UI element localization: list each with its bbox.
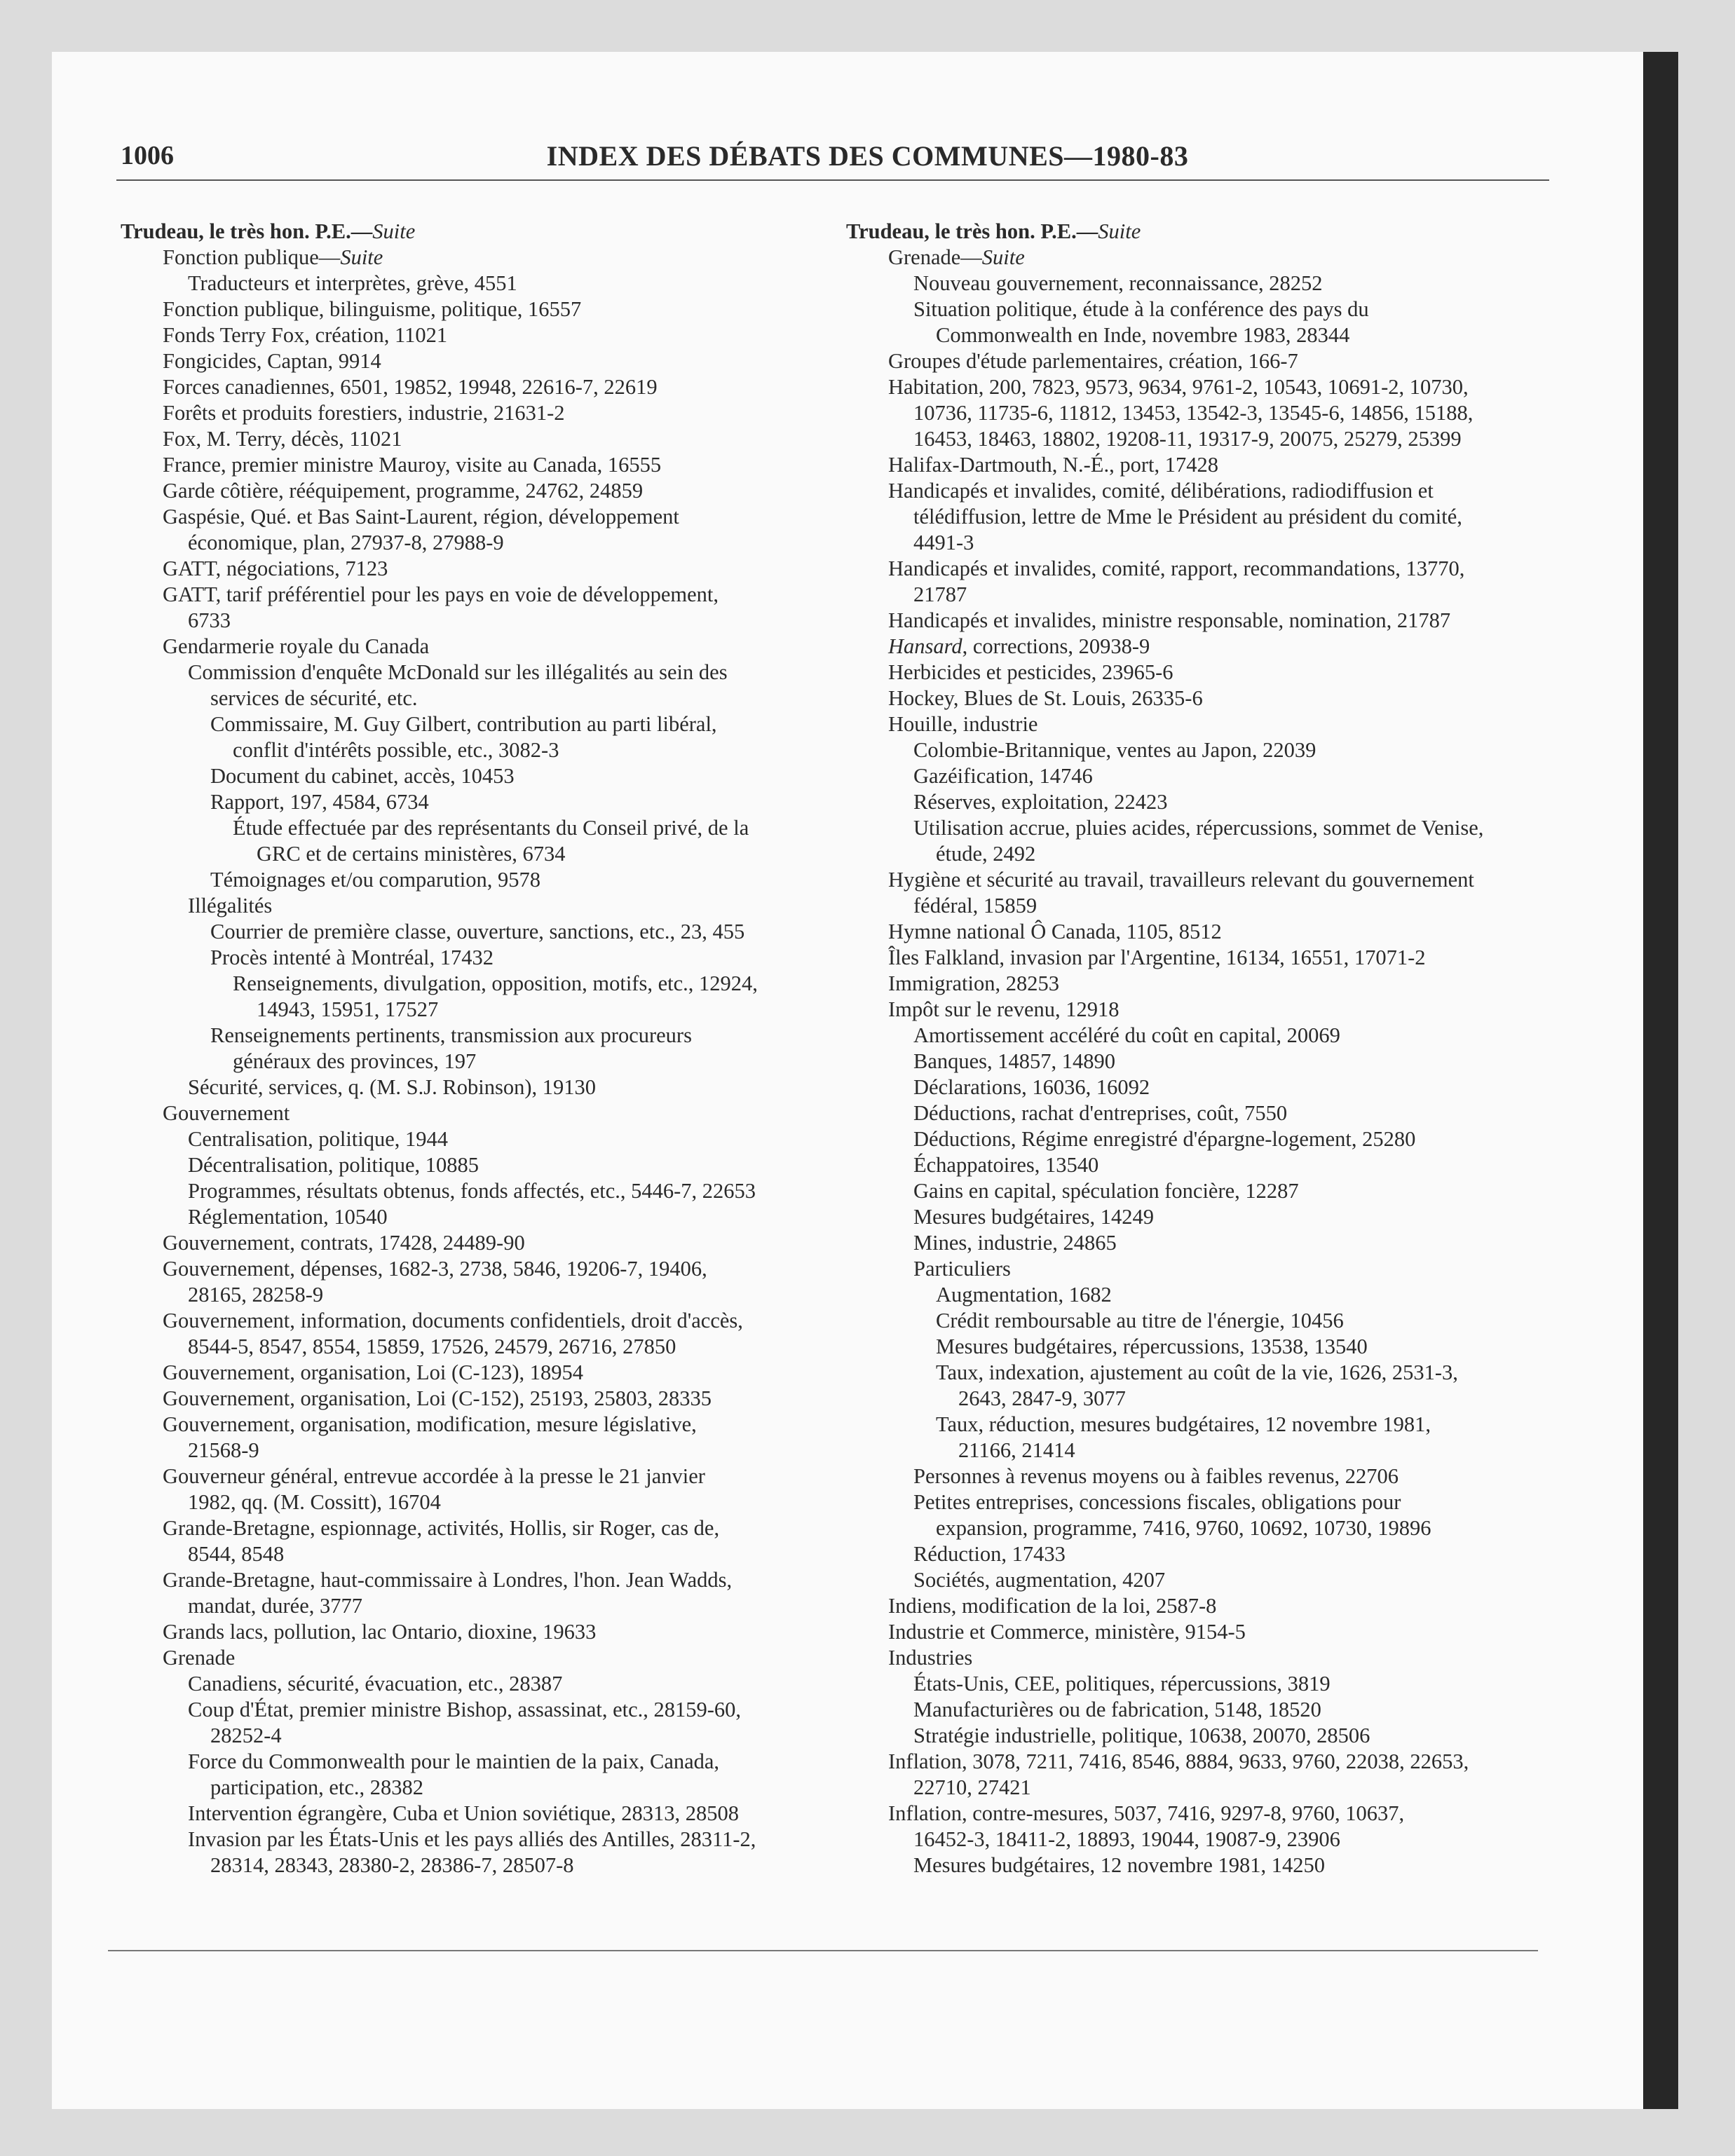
index-entry-text: Échappatoires, 13540 (913, 1153, 1099, 1177)
index-entry (846, 1334, 1547, 1360)
index-entry (846, 400, 1547, 426)
index-entry-text: 14943, 15951, 17527 (257, 997, 439, 1021)
index-entry-text: Grande-Bretagne, haut-commissaire à Londres, l'hon. Jean Wadds, (163, 1568, 733, 1592)
index-entry (121, 997, 822, 1023)
index-entry-text: Centralisation, politique, 1944 (188, 1127, 449, 1151)
index-entry (846, 841, 1547, 867)
index-entry-text: Herbicides et pesticides, 23965-6 (888, 660, 1173, 684)
index-entry-text: Réglementation, 10540 (188, 1205, 388, 1229)
index-entry-text: Canadiens, sécurité, évacuation, etc., 28387 (188, 1672, 563, 1696)
index-entry-text: Habitation, 200, 7823, 9573, 9634, 9761-2, 10543, 10691-2, 10730, (888, 375, 1469, 399)
index-entry (121, 1230, 822, 1256)
index-entry-text: Déductions, Régime enregistré d'épargne-logement, 25280 (913, 1127, 1416, 1151)
index-entry (846, 1489, 1547, 1515)
index-entry (121, 971, 822, 997)
index-entry (121, 1619, 822, 1645)
index-entry (846, 1230, 1547, 1256)
index-entry-text: Colombie-Britannique, ventes au Japon, 22039 (913, 738, 1316, 762)
index-entry-text: conflit d'intérêts possible, etc., 3082-3 (233, 738, 559, 762)
index-entry (121, 711, 822, 737)
index-entry (846, 685, 1547, 711)
index-entry (846, 997, 1547, 1023)
index-entry-text: Fongicides, Captan, 9914 (163, 349, 381, 373)
index-entry (846, 1256, 1547, 1282)
index-entry-text: Industrie et Commerce, ministère, 9154-5 (888, 1620, 1246, 1644)
index-entry-text: 6733 (188, 608, 231, 632)
index-entry (121, 1256, 822, 1282)
index-entry-text: Rapport, 197, 4584, 6734 (210, 790, 429, 814)
index-entry (121, 1775, 822, 1801)
index-entry-text: 28314, 28343, 28380-2, 28386-7, 28507-8 (210, 1853, 574, 1877)
index-entry (846, 660, 1547, 685)
index-entry (846, 1853, 1547, 1878)
index-entry (121, 374, 822, 400)
index-entry-text: Fonction publique, bilinguisme, politique, 16557 (163, 297, 582, 321)
index-entry (846, 1308, 1547, 1334)
index-entry (846, 1464, 1547, 1489)
index-entry-text: 22710, 27421 (913, 1775, 1031, 1799)
index-entry-text: Grenade— (888, 245, 982, 269)
index-entry-text: Commissaire, M. Guy Gilbert, contribution au parti libéral, (210, 712, 717, 736)
index-entry-text: 2643, 2847-9, 3077 (958, 1386, 1126, 1410)
index-entry-text: Mesures budgétaires, 12 novembre 1981, 14250 (913, 1853, 1326, 1877)
index-entry-text: 21568-9 (188, 1438, 259, 1462)
index-entry-text: Déclarations, 16036, 16092 (913, 1075, 1150, 1099)
index-entry-text: Banques, 14857, 14890 (913, 1049, 1116, 1073)
index-entry-text: Commonwealth en Inde, novembre 1983, 28344 (936, 323, 1350, 347)
scan-edge (1643, 52, 1678, 2109)
index-entry-text: Trudeau, le très hon. P.E.— (121, 219, 373, 243)
index-entry (121, 1749, 822, 1775)
index-entry (846, 219, 1547, 245)
index-entry (846, 789, 1547, 815)
index-entry-text: Manufacturières ou de fabrication, 5148, 18520 (913, 1698, 1321, 1721)
index-entry-text: Situation politique, étude à la conférence des pays du (913, 297, 1369, 321)
index-entry-text: Inflation, contre-mesures, 5037, 7416, 9297-8, 9760, 10637, (888, 1801, 1405, 1825)
index-column-right (846, 219, 1547, 1878)
index-entry (121, 608, 822, 634)
index-entry-text: fédéral, 15859 (913, 894, 1037, 917)
index-entry (121, 945, 822, 971)
running-title: INDEX DES DÉBATS DES COMMUNES—1980-83 (546, 140, 1189, 172)
index-entry (846, 271, 1547, 296)
index-entry-text: Coup d'État, premier ministre Bishop, assassinat, etc., 28159-60, (188, 1698, 742, 1721)
index-entry-text: Grande-Bretagne, espionnage, activités, Hollis, sir Roger, cas de, (163, 1516, 720, 1540)
index-entry (846, 1567, 1547, 1593)
index-entry (846, 1126, 1547, 1152)
index-entry-text: Force du Commonwealth pour le maintien de la paix, Canada, (188, 1749, 720, 1773)
index-entry-text: Étude effectuée par des représentants du Conseil privé, de la (233, 816, 749, 840)
index-entry (121, 400, 822, 426)
index-entry (121, 1074, 822, 1100)
index-entry-text: Commission d'enquête McDonald sur les illégalités au sein des (188, 660, 728, 684)
index-entry (121, 1827, 822, 1853)
index-entry-text: Document du cabinet, accès, 10453 (210, 764, 515, 788)
index-entry (121, 426, 822, 452)
index-entry-text: Petites entreprises, concessions fiscales, obligations pour (913, 1490, 1401, 1514)
index-entry (846, 1723, 1547, 1749)
index-entry (121, 867, 822, 893)
index-entry (846, 452, 1547, 478)
index-entry-text: Gazéification, 14746 (913, 764, 1093, 788)
index-entry (121, 322, 822, 348)
index-entry-text: Mines, industrie, 24865 (913, 1231, 1117, 1255)
index-entry (846, 426, 1547, 452)
index-entry-text: Industries (888, 1646, 973, 1670)
index-entry (121, 1412, 822, 1438)
index-entry (846, 1412, 1547, 1438)
index-entry-text: France, premier ministre Mauroy, visite au Canada, 16555 (163, 453, 662, 477)
index-entry-text: Fox, M. Terry, décès, 11021 (163, 427, 402, 451)
index-entry-text: Immigration, 28253 (888, 971, 1059, 995)
index-entry-text: Réduction, 17433 (913, 1542, 1066, 1566)
index-entry (121, 1178, 822, 1204)
index-entry-text: Mesures budgétaires, répercussions, 13538, 13540 (936, 1335, 1368, 1358)
index-entry (121, 1567, 822, 1593)
index-entry (846, 1619, 1547, 1645)
index-entry-text: Taux, indexation, ajustement au coût de la vie, 1626, 2531-3, (936, 1360, 1458, 1384)
index-entry (121, 245, 822, 271)
index-entry-text: 1982, qq. (M. Cossitt), 16704 (188, 1490, 441, 1514)
index-entry (846, 971, 1547, 997)
index-entry (846, 1541, 1547, 1567)
index-entry (846, 1360, 1547, 1386)
index-entry (846, 1074, 1547, 1100)
index-entry-text: Renseignements, divulgation, opposition, motifs, etc., 12924, (233, 971, 758, 995)
index-entry-text: Nouveau gouvernement, reconnaissance, 28252 (913, 271, 1323, 295)
index-entry-text: Grenade (163, 1646, 236, 1670)
index-entry-text: Forêts et produits forestiers, industrie, 21631-2 (163, 401, 565, 425)
index-entry-text: Sociétés, augmentation, 4207 (913, 1568, 1166, 1592)
index-entry (121, 219, 822, 245)
index-entry (121, 1671, 822, 1697)
index-entry-text: Hygiène et sécurité au travail, travailleurs relevant du gouvernement (888, 868, 1474, 892)
index-entry-text: Utilisation accrue, pluies acides, répercussions, sommet de Venise, (913, 816, 1484, 840)
index-entry-text: Forces canadiennes, 6501, 19852, 19948, 22616-7, 22619 (163, 375, 658, 399)
index-entry-text: GATT, tarif préférentiel pour les pays en voie de développement, (163, 582, 719, 606)
suite-label: Suite (981, 245, 1025, 269)
index-entry (846, 322, 1547, 348)
index-entry-text: Gendarmerie royale du Canada (163, 634, 430, 658)
index-entry (846, 530, 1547, 556)
index-entry-text: Taux, réduction, mesures budgétaires, 12 novembre 1981, (936, 1412, 1431, 1436)
index-entry-text: Gouverneur général, entrevue accordée à la presse le 21 janvier (163, 1464, 705, 1488)
index-entry (121, 1464, 822, 1489)
index-entry-text: Personnes à revenus moyens ou à faibles revenus, 22706 (913, 1464, 1399, 1488)
index-entry (846, 815, 1547, 841)
index-entry (121, 815, 822, 841)
index-entry (121, 1308, 822, 1334)
index-entry-text: Gouvernement, organisation, Loi (C-152), 25193, 25803, 28335 (163, 1386, 712, 1410)
index-entry-text: Gouvernement (163, 1101, 290, 1125)
index-entry-text: Handicapés et invalides, ministre responsable, nomination, 21787 (888, 608, 1451, 632)
index-entry (121, 348, 822, 374)
index-entry-text: GATT, négociations, 7123 (163, 557, 388, 580)
index-entry (121, 737, 822, 763)
index-entry-text: Gains en capital, spéculation foncière, 12287 (913, 1179, 1299, 1203)
index-entry (846, 1645, 1547, 1671)
index-entry-text: économique, plan, 27937-8, 27988-9 (188, 531, 504, 554)
index-entry (121, 1049, 822, 1074)
index-entry (846, 556, 1547, 582)
index-entry (121, 1100, 822, 1126)
index-entry-text: Illégalités (188, 894, 273, 917)
index-entry-text: Mesures budgétaires, 14249 (913, 1205, 1155, 1229)
index-entry (846, 945, 1547, 971)
index-entry (121, 1152, 822, 1178)
index-entry-text: étude, 2492 (936, 842, 1036, 866)
index-entry (846, 737, 1547, 763)
index-entry-text: Stratégie industrielle, politique, 10638, 20070, 28506 (913, 1724, 1370, 1747)
index-entry (121, 296, 822, 322)
index-entry (121, 1645, 822, 1671)
index-entry (846, 504, 1547, 530)
index-entry (121, 893, 822, 919)
index-entry-text: 21787 (913, 582, 967, 606)
index-entry-text: Handicapés et invalides, comité, rapport, recommandations, 13770, (888, 557, 1465, 580)
index-entry-text: 10736, 11735-6, 11812, 13453, 13542-3, 13545-6, 14856, 15188, (913, 401, 1474, 425)
index-entry (846, 478, 1547, 504)
index-entry-text: Gaspésie, Qué. et Bas Saint-Laurent, région, développement (163, 505, 679, 528)
index-entry (121, 1801, 822, 1827)
index-entry (846, 374, 1547, 400)
index-entry-text: Programmes, résultats obtenus, fonds affectés, etc., 5446-7, 22653 (188, 1179, 756, 1203)
index-entry (846, 1282, 1547, 1308)
index-entry (846, 1515, 1547, 1541)
index-entry (846, 245, 1547, 271)
index-entry (846, 1593, 1547, 1619)
index-entry (846, 1100, 1547, 1126)
index-entry (121, 1360, 822, 1386)
index-entry-text: 28252-4 (210, 1724, 282, 1747)
index-entry (846, 1749, 1547, 1775)
index-entry (846, 763, 1547, 789)
index-entry-text: Particuliers (913, 1257, 1011, 1281)
index-entry-text: Handicapés et invalides, comité, délibérations, radiodiffusion et (888, 479, 1434, 503)
header-rule (116, 179, 1549, 181)
index-entry-text: 16453, 18463, 18802, 19208-11, 19317-9, 20075, 25279, 25399 (913, 427, 1462, 451)
index-entry-text: Invasion par les États-Unis et les pays alliés des Antilles, 28311-2, (188, 1827, 756, 1851)
index-entry-text: Courrier de première classe, ouverture, sanctions, etc., 23, 455 (210, 920, 745, 943)
index-entry (846, 711, 1547, 737)
index-entry (846, 1023, 1547, 1049)
index-entry (121, 1593, 822, 1619)
index-entry (846, 1801, 1547, 1827)
index-entry-text: Sécurité, services, q. (M. S.J. Robinson), 19130 (188, 1075, 596, 1099)
index-entry-text: Trudeau, le très hon. P.E.— (846, 219, 1098, 243)
index-entry (121, 1697, 822, 1723)
page-number: 1006 (121, 141, 174, 170)
index-entry-text: Réserves, exploitation, 22423 (913, 790, 1168, 814)
index-entry-text: Garde côtière, rééquipement, programme, 24762, 24859 (163, 479, 644, 503)
index-entry (121, 789, 822, 815)
index-entry (846, 1178, 1547, 1204)
index-entry-text: Hymne national Ô Canada, 1105, 8512 (888, 920, 1222, 943)
index-entry-text: Procès intenté à Montréal, 17432 (210, 946, 494, 969)
index-entry (846, 1671, 1547, 1697)
index-entry-text: services de sécurité, etc. (210, 686, 418, 710)
index-entry (121, 556, 822, 582)
index-entry (121, 1282, 822, 1308)
index-entry-text: GRC et de certains ministères, 6734 (257, 842, 566, 866)
index-entry (846, 582, 1547, 608)
index-entry-text: 21166, 21414 (958, 1438, 1075, 1462)
index-entry-text: Impôt sur le revenu, 12918 (888, 997, 1120, 1021)
index-entry (846, 1152, 1547, 1178)
index-entry-text: Fonds Terry Fox, création, 11021 (163, 323, 448, 347)
index-entry (846, 1827, 1547, 1853)
index-entry (846, 1775, 1547, 1801)
index-entry (121, 841, 822, 867)
index-entry (121, 1334, 822, 1360)
index-entry-text: 8544, 8548 (188, 1542, 285, 1566)
index-entry (846, 608, 1547, 634)
suite-label: Suite (340, 245, 383, 269)
index-entry (846, 867, 1547, 893)
index-entry (121, 1489, 822, 1515)
index-entry-text: Houille, industrie (888, 712, 1038, 736)
index-entry (121, 763, 822, 789)
index-entry (846, 1049, 1547, 1074)
index-entry-text: participation, etc., 28382 (210, 1775, 424, 1799)
index-entry-text: 4491-3 (913, 531, 974, 554)
index-entry-text: Crédit remboursable au titre de l'énergie, 10456 (936, 1309, 1344, 1332)
index-entry (121, 1204, 822, 1230)
index-entry (121, 660, 822, 685)
index-entry (846, 296, 1547, 322)
index-entry-text: Gouvernement, organisation, Loi (C-123), 18954 (163, 1360, 584, 1384)
index-entry-text: Témoignages et/ou comparution, 9578 (210, 868, 540, 892)
index-entry-text: Gouvernement, dépenses, 1682-3, 2738, 5846, 19206-7, 19406, (163, 1257, 707, 1281)
index-entry (121, 452, 822, 478)
index-entry (121, 478, 822, 504)
index-entry (846, 1438, 1547, 1464)
index-entry-text: Renseignements pertinents, transmission aux procureurs (210, 1023, 692, 1047)
index-entry (121, 271, 822, 296)
index-entry-text: Halifax-Dartmouth, N.-É., port, 17428 (888, 453, 1218, 477)
index-entry (846, 893, 1547, 919)
index-entry-text: généraux des provinces, 197 (233, 1049, 477, 1073)
index-entry-text: Gouvernement, information, documents confidentiels, droit d'accès, (163, 1309, 743, 1332)
index-entry (121, 634, 822, 660)
index-entry (121, 582, 822, 608)
index-entry-text: Gouvernement, organisation, modification, mesure législative, (163, 1412, 697, 1436)
index-entry (121, 504, 822, 530)
index-entry (846, 1204, 1547, 1230)
index-entry-text: Hansard (888, 634, 962, 658)
index-entry (121, 1023, 822, 1049)
index-entry-text: Déductions, rachat d'entreprises, coût, 7550 (913, 1101, 1288, 1125)
index-entry-text: Décentralisation, politique, 10885 (188, 1153, 479, 1177)
index-entry (121, 1541, 822, 1567)
index-entry (846, 634, 1547, 660)
index-entry-text: Traducteurs et interprètes, grève, 4551 (188, 271, 517, 295)
index-entry-tail: , corrections, 20938-9 (962, 634, 1150, 658)
index-entry-text: 8544-5, 8547, 8554, 15859, 17526, 24579, 26716, 27850 (188, 1335, 676, 1358)
index-entry (121, 685, 822, 711)
index-entry (121, 1515, 822, 1541)
index-entry-text: Inflation, 3078, 7211, 7416, 8546, 8884, 9633, 9760, 22038, 22653, (888, 1749, 1469, 1773)
index-entry (121, 530, 822, 556)
index-entry (846, 919, 1547, 945)
index-entry (121, 1853, 822, 1878)
index-entry-text: mandat, durée, 3777 (188, 1594, 363, 1618)
index-column-left (121, 219, 822, 1878)
index-entry-text: 28165, 28258-9 (188, 1283, 324, 1306)
index-entry-text: Augmentation, 1682 (936, 1283, 1112, 1306)
index-entry (121, 1126, 822, 1152)
index-entry (121, 1438, 822, 1464)
index-entry (121, 1723, 822, 1749)
index-entry-text: 16452-3, 18411-2, 18893, 19044, 19087-9, 23906 (913, 1827, 1340, 1851)
index-entry-text: télédiffusion, lettre de Mme le Président au président du comité, (913, 505, 1462, 528)
index-entry-text: Gouvernement, contrats, 17428, 24489-90 (163, 1231, 525, 1255)
index-entry-text: expansion, programme, 7416, 9760, 10692, 10730, 19896 (936, 1516, 1431, 1540)
index-entry-text: Indiens, modification de la loi, 2587-8 (888, 1594, 1217, 1618)
index-entry (121, 919, 822, 945)
suite-label: Suite (372, 219, 416, 243)
index-entry-text: États-Unis, CEE, politiques, répercussions, 3819 (913, 1672, 1331, 1696)
index-entry (846, 348, 1547, 374)
index-entry-text: Intervention égrangère, Cuba et Union soviétique, 28313, 28508 (188, 1801, 740, 1825)
index-entry-text: Fonction publique— (163, 245, 341, 269)
index-entry (846, 1386, 1547, 1412)
index-entry (121, 1386, 822, 1412)
index-entry-text: Amortissement accéléré du coût en capital, 20069 (913, 1023, 1340, 1047)
index-entry-text: Grands lacs, pollution, lac Ontario, dioxine, 19633 (163, 1620, 597, 1644)
page-header (0, 0, 1735, 196)
footer-rule (108, 1950, 1538, 1951)
index-entry-text: Groupes d'étude parlementaires, création, 166-7 (888, 349, 1298, 373)
index-entry-text: Hockey, Blues de St. Louis, 26335-6 (888, 686, 1203, 710)
index-entry (846, 1697, 1547, 1723)
suite-label: Suite (1098, 219, 1141, 243)
index-entry-text: Îles Falkland, invasion par l'Argentine, 16134, 16551, 17071-2 (888, 946, 1426, 969)
